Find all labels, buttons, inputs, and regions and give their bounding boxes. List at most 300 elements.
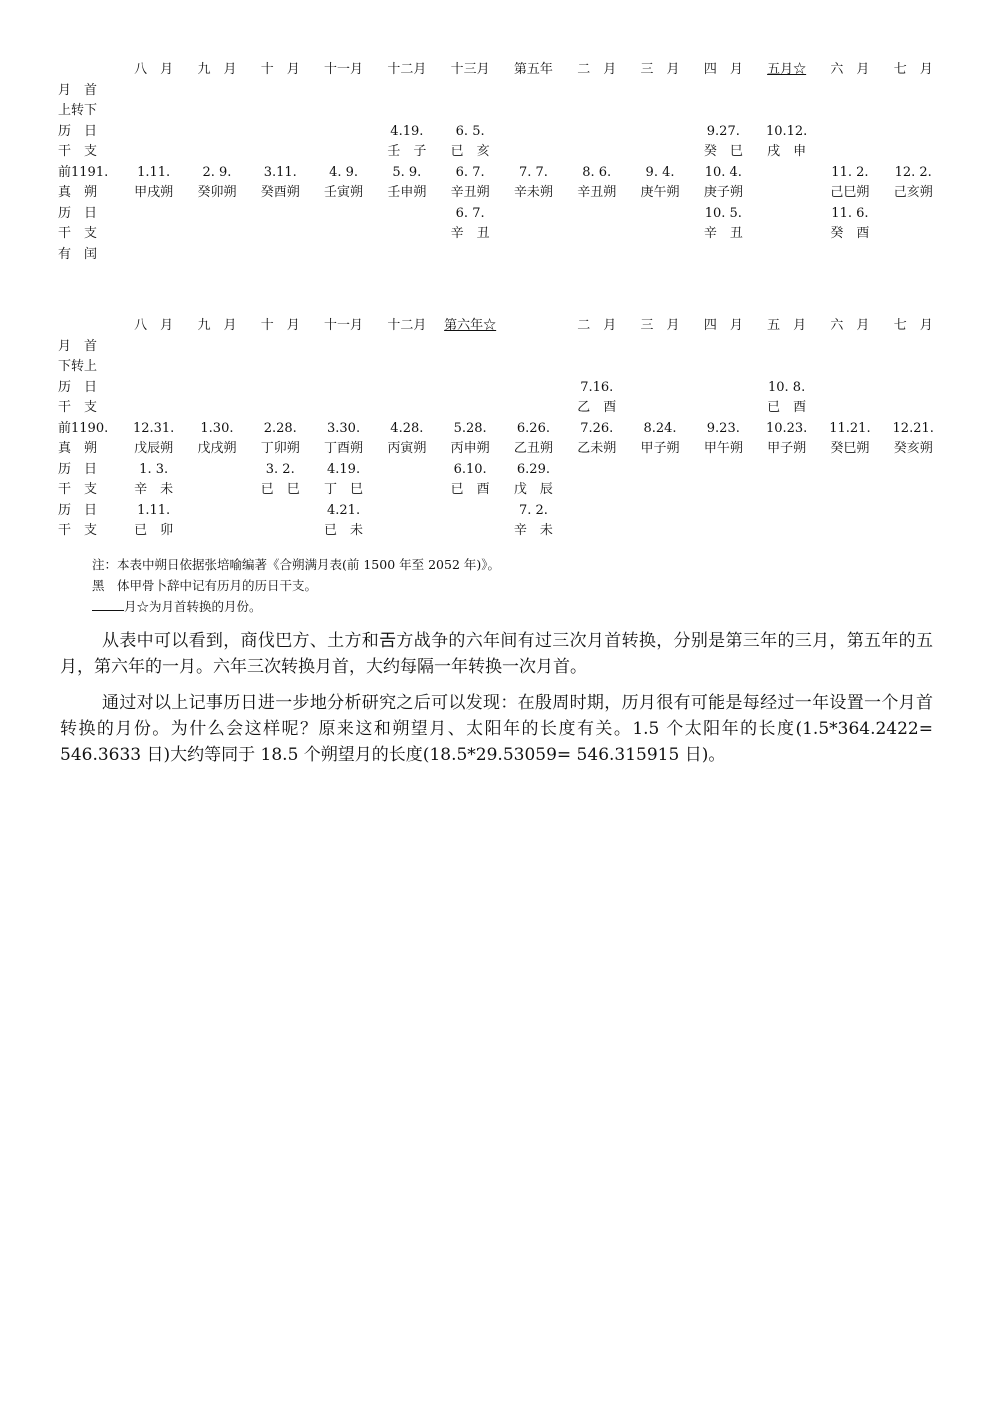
table-cell (882, 378, 945, 399)
table-cell: 5.28. (453, 420, 487, 436)
table-cell (375, 378, 438, 399)
month-header-cell: 第六年☆ (444, 318, 497, 333)
table-cell (122, 204, 185, 225)
table-cell (818, 81, 881, 102)
table-cell (565, 245, 628, 266)
table-row (58, 439, 945, 460)
table-cell (249, 101, 312, 122)
month-header-row (58, 60, 945, 81)
note-star-legend (92, 596, 500, 617)
table-cell: 壬申朔 (387, 185, 427, 200)
table-cell (628, 398, 691, 419)
table-cell: 乙 酉 (577, 400, 617, 415)
table-cell (185, 337, 248, 358)
table-cell (882, 142, 945, 163)
table-cell (628, 81, 691, 102)
table-cell: 7. 7. (518, 164, 548, 180)
underline-mark (92, 598, 124, 611)
table-row (58, 204, 945, 225)
row-label: 前1191. (58, 164, 109, 180)
table-cell (565, 81, 628, 102)
table-cell: 10. 8. (768, 379, 806, 395)
month-header-cell: 四 月 (703, 318, 743, 333)
table-cell (755, 101, 818, 122)
table-cell (882, 357, 945, 378)
table-cell (185, 460, 248, 481)
table-cell (628, 224, 691, 245)
calendar-table-year5 (58, 60, 945, 265)
table-cell: 丁 巳 (324, 482, 364, 497)
table-cell (375, 357, 438, 378)
table-cell: 12.21. (892, 420, 934, 436)
table-cell (438, 398, 501, 419)
table-cell (438, 357, 501, 378)
table-cell (502, 245, 565, 266)
table-cell (375, 224, 438, 245)
table-cell (375, 460, 438, 481)
table-cell (185, 81, 248, 102)
table-cell: 1.11. (137, 502, 171, 518)
month-header-cell: 六 月 (830, 318, 870, 333)
table-cell (249, 501, 312, 522)
table-cell (185, 480, 248, 501)
row-label (58, 60, 122, 81)
table-cell: 甲午朔 (703, 441, 743, 456)
table-cell (882, 480, 945, 501)
table-cell (249, 224, 312, 245)
table-cell: 甲子朔 (640, 441, 680, 456)
table-cell (375, 101, 438, 122)
row-label: 历 日 (58, 461, 98, 477)
month-header-cell: 六 月 (830, 62, 870, 77)
table-cell (692, 357, 755, 378)
table-cell (818, 501, 881, 522)
table-cell (818, 245, 881, 266)
table-cell: 乙未朔 (577, 441, 617, 456)
table-cell (312, 398, 375, 419)
table-cell (438, 245, 501, 266)
table-cell: 10.23. (765, 420, 808, 436)
table-cell (882, 501, 945, 522)
table-cell (628, 101, 691, 122)
table-cell (628, 501, 691, 522)
table-cell (122, 378, 185, 399)
table-cell (375, 521, 438, 542)
table-cell (375, 81, 438, 102)
table-cell (882, 81, 945, 102)
table-cell (565, 224, 628, 245)
table-cell (122, 142, 185, 163)
table-cell: 6.29. (516, 461, 550, 477)
table-cell (312, 101, 375, 122)
table-cell (692, 398, 755, 419)
table-row (58, 480, 945, 501)
month-header-cell: 三 月 (640, 62, 680, 77)
month-header-cell: 十二月 (387, 318, 427, 333)
month-header-cell: 八 月 (134, 62, 174, 77)
table-cell: 丙申朔 (450, 441, 490, 456)
table-cell (818, 460, 881, 481)
table-cell: 6.10. (453, 461, 487, 477)
table-cell (882, 245, 945, 266)
month-header-cell: 九 月 (197, 318, 237, 333)
table-cell: 甲子朔 (767, 441, 807, 456)
table-cell: 4. 9. (329, 164, 359, 180)
month-header-cell: 十 月 (260, 318, 300, 333)
table-cell (312, 337, 375, 358)
table-cell: 庚午朔 (640, 185, 680, 200)
table-cell: 戊 辰 (513, 482, 553, 497)
table-cell: 己亥朔 (893, 185, 933, 200)
table-cell: 7.26. (580, 420, 614, 436)
month-header-cell: 七 月 (893, 62, 933, 77)
table-cell (628, 142, 691, 163)
table-cell (502, 204, 565, 225)
table-cell (185, 204, 248, 225)
month-header-cell: 五月☆ (767, 62, 807, 77)
table-cell: 9.27. (706, 123, 740, 139)
table-cell: 辛丑朔 (577, 185, 617, 200)
table-cell: 9. 4. (645, 164, 675, 180)
table-cell: 6. 5. (455, 123, 485, 139)
table-cell (312, 245, 375, 266)
table-cell (882, 204, 945, 225)
table-cell: 癸 巳 (703, 144, 743, 159)
table-cell (122, 122, 185, 143)
row-label: 历 日 (58, 123, 98, 139)
table-cell (628, 460, 691, 481)
table-cell (755, 357, 818, 378)
table-cell: 1.11. (137, 164, 171, 180)
table-cell (438, 521, 501, 542)
table-cell (882, 122, 945, 143)
table-cell (375, 501, 438, 522)
table-cell (185, 142, 248, 163)
table-cell (185, 101, 248, 122)
row-label: 真 朔 (58, 185, 98, 200)
table-cell (249, 142, 312, 163)
table-cell (818, 101, 881, 122)
row-label: 历 日 (58, 205, 98, 221)
table-row (58, 245, 945, 266)
table-cell (249, 337, 312, 358)
table-cell: 已 酉 (767, 400, 807, 415)
table-cell (375, 245, 438, 266)
table-cell (249, 398, 312, 419)
table-cell (185, 357, 248, 378)
table-cell: 12. 2. (894, 164, 932, 180)
table-cell: 1. 3. (139, 461, 169, 477)
table-row (58, 398, 945, 419)
table-cell (438, 378, 501, 399)
table-cell: 戊辰朔 (134, 441, 174, 456)
table-cell: 12.31. (132, 420, 175, 436)
table-row (58, 460, 945, 481)
table-cell: 丙寅朔 (387, 441, 427, 456)
table-cell (502, 398, 565, 419)
table-cell: 6. 7. (455, 164, 485, 180)
table-cell (628, 378, 691, 399)
table-cell: 6. 7. (455, 205, 485, 221)
table-cell: 4.28. (390, 420, 424, 436)
row-label: 上转下 (58, 103, 98, 118)
table-cell (565, 204, 628, 225)
table-cell: 已 酉 (450, 482, 490, 497)
table-cell (818, 378, 881, 399)
table-cell (755, 480, 818, 501)
table-cell (249, 245, 312, 266)
table-cell: 己巳朔 (830, 185, 870, 200)
table-cell (755, 245, 818, 266)
table-cell (438, 337, 501, 358)
table-cell: 辛 丑 (703, 226, 743, 241)
table-cell: 4.19. (390, 123, 424, 139)
table-cell (565, 101, 628, 122)
table-row (58, 501, 945, 522)
table-cell (502, 357, 565, 378)
table-cell (185, 224, 248, 245)
table-cell (692, 480, 755, 501)
month-header-cell: 二 月 (577, 62, 617, 77)
table-cell: 乙丑朔 (513, 441, 553, 456)
table-cell (818, 142, 881, 163)
row-label: 有 闰 (58, 246, 98, 262)
table-cell (628, 480, 691, 501)
table-cell: 4.19. (327, 461, 361, 477)
table-cell (692, 460, 755, 481)
table-cell: 丁酉朔 (324, 441, 364, 456)
table-cell (565, 122, 628, 143)
table-cell (122, 245, 185, 266)
table-cell: 癸巳朔 (830, 441, 870, 456)
table-cell: 5. 9. (392, 164, 422, 180)
table-cell: 戌 申 (767, 144, 807, 159)
table-cell: 9.23. (706, 420, 740, 436)
table-cell (122, 337, 185, 358)
table-cell (882, 224, 945, 245)
row-label: 前1190. (58, 420, 109, 436)
table-cell (185, 245, 248, 266)
month-header-cell: 九 月 (197, 62, 237, 77)
table-row (58, 337, 945, 358)
table-cell: 7.16. (580, 379, 614, 395)
table-cell: 10. 4. (704, 164, 742, 180)
table-cell (185, 501, 248, 522)
table-row (58, 81, 945, 102)
table-cell (628, 122, 691, 143)
row-label: 历 日 (58, 502, 98, 518)
table-cell (249, 204, 312, 225)
row-label (58, 316, 122, 337)
table-cell (882, 460, 945, 481)
table-cell (818, 398, 881, 419)
table-cell (502, 122, 565, 143)
table-cell: 11. 6. (831, 205, 869, 221)
table-cell (565, 337, 628, 358)
month-header-cell: 十 月 (260, 62, 300, 77)
table-cell (692, 81, 755, 102)
table-cell (692, 101, 755, 122)
note-star-text: 月☆为月首转换的月份。 (124, 599, 262, 614)
table-cell: 3.11. (263, 164, 297, 180)
table-row (58, 122, 945, 143)
table-cell (755, 460, 818, 481)
table-cell (882, 521, 945, 542)
table-cell (755, 183, 818, 204)
table-cell (312, 224, 375, 245)
table-cell: 辛 未 (513, 523, 553, 538)
table-cell (565, 357, 628, 378)
table-cell (882, 101, 945, 122)
table-cell: 3.30. (327, 420, 361, 436)
table-cell (249, 357, 312, 378)
table-cell (312, 357, 375, 378)
table-cell (628, 245, 691, 266)
row-label: 干 支 (58, 400, 98, 415)
table-cell (755, 81, 818, 102)
table-cell (818, 521, 881, 542)
body-paragraph-1: 从表中可以看到，商伐巴方、土方和𢀛方战争的六年间有过三次月首转换，分别是第三年的三月，第五年的五月，第六年的一月。六年三次转换月首，大约每隔一年转换一次月首。 (60, 631, 933, 677)
table-cell: 8. 6. (582, 164, 612, 180)
table-cell (565, 460, 628, 481)
month-header-cell: 十二月 (387, 62, 427, 77)
table-cell (692, 337, 755, 358)
table-cell: 已 卯 (134, 523, 174, 538)
month-header-cell: 十一月 (324, 318, 364, 333)
table-row (58, 357, 945, 378)
table-cell (565, 501, 628, 522)
month-header-cell: 八 月 (134, 318, 174, 333)
table-cell (755, 521, 818, 542)
table-cell (438, 81, 501, 102)
calendar-table-year6 (58, 316, 945, 542)
table-cell (628, 521, 691, 542)
table-cell (375, 337, 438, 358)
row-label: 干 支 (58, 523, 98, 538)
table-cell (502, 224, 565, 245)
table-cell (565, 142, 628, 163)
table-cell (249, 378, 312, 399)
row-label: 干 支 (58, 144, 98, 159)
row-label: 干 支 (58, 226, 98, 241)
table-cell (312, 81, 375, 102)
row-label: 真 朔 (58, 441, 98, 456)
table-cell: 癸 酉 (830, 226, 870, 241)
table-cell: 辛 未 (134, 482, 174, 497)
table-cell (755, 224, 818, 245)
table-cell (185, 122, 248, 143)
table-row (58, 101, 945, 122)
table-cell (185, 378, 248, 399)
table-cell (755, 337, 818, 358)
table-cell: 癸酉朔 (260, 185, 300, 200)
table-cell (692, 378, 755, 399)
table-cell (185, 521, 248, 542)
table-row (58, 224, 945, 245)
table-cell (502, 337, 565, 358)
table-cell: 丁卯朔 (260, 441, 300, 456)
table-cell (882, 337, 945, 358)
table-cell (628, 357, 691, 378)
table-cell (502, 81, 565, 102)
table-notes (92, 554, 500, 617)
table-cell: 辛未朔 (513, 185, 553, 200)
table-cell: 癸亥朔 (893, 441, 933, 456)
table-cell: 已 未 (324, 523, 364, 538)
table-cell (818, 480, 881, 501)
table-cell: 10.12. (765, 123, 808, 139)
table-cell (755, 204, 818, 225)
table-cell (375, 480, 438, 501)
row-label: 下转上 (58, 359, 98, 374)
table-cell: 11. 2. (831, 164, 869, 180)
table-cell: 11.21. (829, 420, 871, 436)
table-cell (375, 398, 438, 419)
table-cell (692, 501, 755, 522)
table-cell: 庚子朔 (703, 185, 743, 200)
table-cell (438, 501, 501, 522)
table-cell (122, 224, 185, 245)
table-row (58, 419, 945, 440)
month-header-row (58, 316, 945, 337)
table-row (58, 521, 945, 542)
note-bold-legend: 黑 体甲骨卜辞中记有历月的历日干支。 (92, 578, 318, 593)
table-cell: 壬寅朔 (324, 185, 364, 200)
row-label: 月 首 (58, 82, 98, 98)
table-cell: 已 巳 (260, 482, 300, 497)
table-cell: 已 亥 (450, 144, 490, 159)
table-cell (628, 337, 691, 358)
table-cell (755, 501, 818, 522)
month-header-cell: 十三月 (450, 62, 490, 77)
table-cell (692, 521, 755, 542)
table-cell (502, 142, 565, 163)
table-cell (185, 398, 248, 419)
row-label: 干 支 (58, 482, 98, 497)
table-row (58, 142, 945, 163)
table-cell: 4.21. (327, 502, 361, 518)
table-cell (312, 378, 375, 399)
table-cell: 辛丑朔 (450, 185, 490, 200)
table-cell: 3. 2. (265, 461, 295, 477)
table-cell (122, 81, 185, 102)
table-cell (882, 398, 945, 419)
month-header-cell: 七 月 (893, 318, 933, 333)
table-cell: 2.28. (263, 420, 297, 436)
table-cell: 癸卯朔 (197, 185, 237, 200)
table-cell (692, 245, 755, 266)
table-cell (122, 101, 185, 122)
table-cell (122, 357, 185, 378)
table-cell: 辛 丑 (450, 226, 490, 241)
table-cell: 8.24. (643, 420, 677, 436)
table-cell (249, 122, 312, 143)
table-cell: 壬 子 (387, 144, 427, 159)
table-cell (249, 81, 312, 102)
month-header-cell: 四 月 (703, 62, 743, 77)
table-cell: 1.30. (200, 420, 234, 436)
table-cell (312, 142, 375, 163)
table-cell (818, 357, 881, 378)
table-cell (565, 521, 628, 542)
table-cell (818, 122, 881, 143)
body-paragraph-2: 通过对以上记事历日进一步地分析研究之后可以发现：在殷周时期，历月很有可能是每经过一年设置一个月首转换的月份。为什么会这样呢？原来这和朔望月、太阳年的长度有关。1.5 个太阳年的长度(1.5*364.2422= 546.3633 日)大约等同于 18.5 个朔望月的长度(18.5*29.53059= 546.315915 日)。 (60, 693, 933, 765)
table-cell (628, 204, 691, 225)
table-row (58, 183, 945, 204)
table-cell: 6.26. (516, 420, 550, 436)
row-label: 月 首 (58, 338, 98, 354)
table-cell (312, 122, 375, 143)
